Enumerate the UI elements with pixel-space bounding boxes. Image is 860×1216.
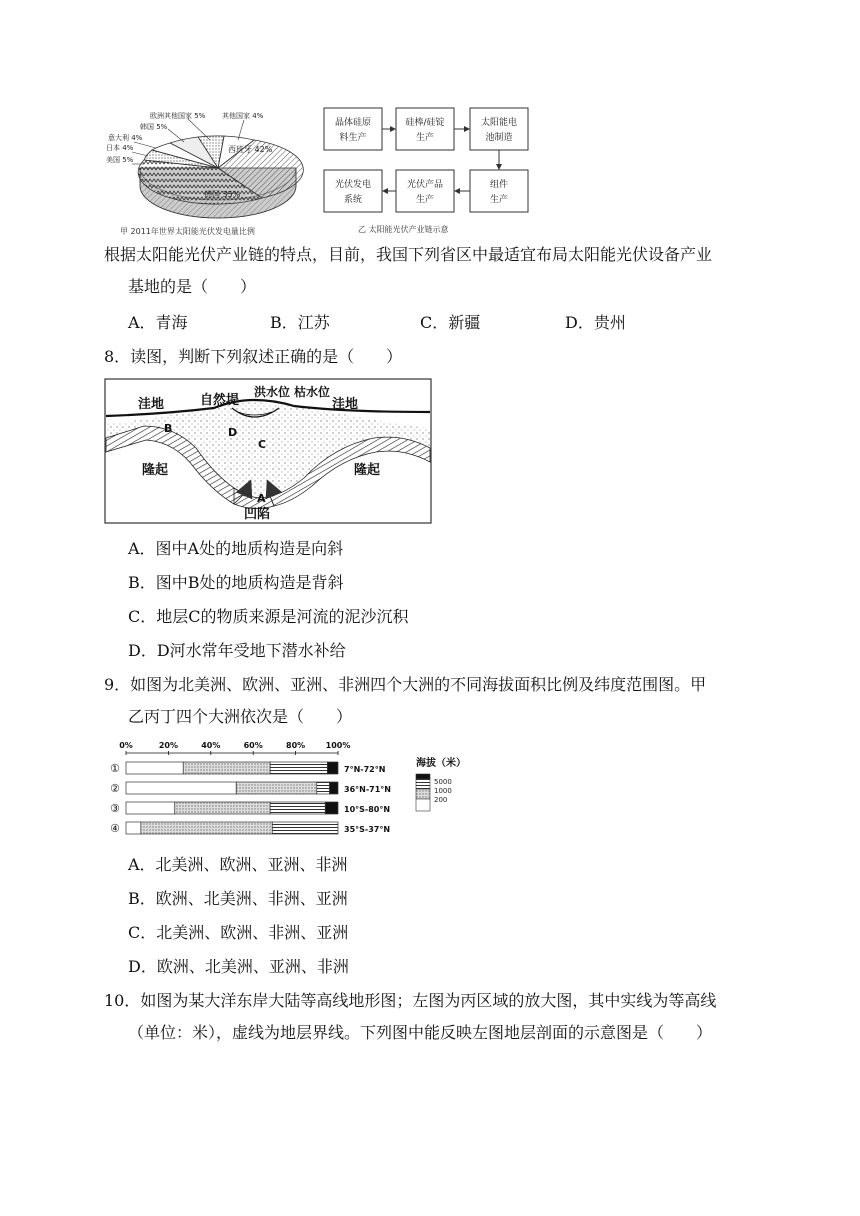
tick-label: 0% [119, 741, 133, 750]
row-latitude-range: 10°S-80°N [344, 805, 391, 814]
bar-segment [330, 782, 338, 794]
legend-5000: 5000 [434, 778, 452, 786]
q8-option-c[interactable]: C．地层C的物质来源是河流的泥沙沉积 [128, 607, 409, 626]
legend-title: 海拔（米） [416, 758, 466, 769]
bar-segment [272, 822, 338, 834]
tick-label: 80% [286, 741, 306, 750]
row-latitude-range: 35°S-37°N [344, 825, 391, 834]
row-id: ② [110, 782, 120, 795]
svg-text:生产: 生产 [415, 133, 435, 143]
label-dry: 枯水位 [294, 385, 331, 399]
svg-text:光伏发电: 光伏发电 [334, 180, 372, 190]
q8-stem: 8．读图，判断下列叙述正确的是（ ） [104, 347, 403, 366]
label-uplift-left: 隆起 [142, 463, 169, 478]
label-wadi-left: 洼地 [138, 397, 165, 412]
chain-box-5 [396, 170, 454, 212]
bar-segment [126, 782, 236, 794]
chain-box-3 [470, 108, 528, 150]
pie-label-japan: 日本 4% [106, 144, 134, 152]
geologic-section-figure [104, 378, 432, 524]
altitude-bar-figure [104, 736, 484, 842]
label-c: C [258, 438, 267, 451]
label-b: B [164, 422, 173, 435]
q9-stem-line2: 乙丙丁四个大洲依次是（ ） [128, 707, 353, 726]
svg-text:硅棒/硅锭: 硅棒/硅锭 [405, 118, 445, 128]
label-d: D [228, 426, 238, 439]
label-wadi-right: 洼地 [332, 397, 359, 412]
q10-stem-line1: 10．如图为某大洋东岸大陆等高线地形图；左图为丙区域的放大图，其中实线为等高线 [104, 991, 717, 1010]
q7-option-b[interactable]: B．江苏 [270, 313, 330, 332]
tick-label: 60% [243, 741, 263, 750]
label-depression: 凹陷 [244, 507, 271, 522]
label-levee: 自然堤 [200, 393, 240, 408]
legend-1000: 1000 [434, 787, 452, 795]
svg-text:池制造: 池制造 [485, 133, 513, 143]
tick-label: 20% [158, 741, 178, 750]
row-id: ③ [110, 802, 120, 815]
chain-box-4 [470, 170, 528, 212]
row-id: ① [110, 762, 120, 775]
bar-segment [270, 802, 325, 814]
bar-segment [183, 762, 270, 774]
label-a: A [257, 492, 266, 505]
q7-option-c[interactable]: C．新疆 [420, 313, 481, 332]
chain-caption: 乙 太阳能光伏产业链示意 [358, 225, 449, 234]
pie-label-other: 其他国家 4% [222, 112, 264, 120]
svg-text:太阳能电: 太阳能电 [480, 118, 518, 128]
q7-option-d[interactable]: D．贵州 [565, 313, 626, 332]
svg-text:组件: 组件 [489, 180, 509, 190]
q9-option-c[interactable]: C．北美洲、欧洲、非洲、亚洲 [128, 923, 349, 942]
pie-label-spain: 西班牙 42% [228, 145, 273, 154]
chain-box-2 [396, 108, 454, 150]
row-latitude-range: 36°N-71°N [344, 785, 391, 794]
bar-segment [327, 762, 338, 774]
industry-chain-figure [318, 100, 558, 240]
legend-200: 200 [434, 796, 448, 804]
pie-label-usa: 美国 5% [106, 156, 134, 164]
q10-stem-line2: （单位：米），虚线为地层界线。下列图中能反映左图地层剖面的示意图是（ ） [128, 1023, 713, 1042]
bar-segment [236, 782, 317, 794]
tick-label: 100% [325, 741, 351, 750]
q8-option-a[interactable]: A．图中A处的地质构造是向斜 [128, 539, 344, 558]
q9-stem-line1: 9．如图为北美洲、欧洲、亚洲、非洲四个大洲的不同海拔面积比例及纬度范围图。甲 [104, 675, 707, 694]
svg-text:生产: 生产 [489, 195, 509, 205]
bar-segment [325, 802, 338, 814]
svg-text:系统: 系统 [343, 195, 363, 205]
pie-caption: 甲 2011年世界太阳能光伏发电量比例 [120, 227, 255, 236]
svg-text:晶体硅原: 晶体硅原 [334, 118, 372, 128]
bar-segment [126, 762, 183, 774]
q9-option-a[interactable]: A．北美洲、欧洲、亚洲、非洲 [128, 855, 348, 874]
row-latitude-range: 7°N-72°N [344, 765, 386, 774]
bar-segment [141, 822, 272, 834]
bar-segment [270, 762, 327, 774]
tick-label: 40% [201, 741, 221, 750]
bar-segment [317, 782, 330, 794]
chain-box-6 [324, 170, 382, 212]
q8-option-b[interactable]: B．图中B处的地质构造是背斜 [128, 573, 344, 592]
pie-figure [104, 100, 314, 240]
chain-box-1 [324, 108, 382, 150]
bar-segment [175, 802, 270, 814]
bar-segment [126, 822, 141, 834]
q9-option-b[interactable]: B．欧洲、北美洲、非洲、亚洲 [128, 889, 348, 908]
svg-text:光伏产品: 光伏产品 [406, 180, 444, 190]
row-id: ④ [110, 822, 120, 835]
q7-stem-line2: 基地的是（ ） [128, 277, 257, 296]
label-flood: 洪水位 [254, 385, 291, 399]
label-uplift-right: 隆起 [354, 463, 381, 478]
q7-option-a[interactable]: A．青海 [128, 313, 188, 332]
svg-text:生产: 生产 [415, 195, 435, 205]
q7-stem-line1: 根据太阳能光伏产业链的特点，目前，我国下列省区中最适宜布局太阳能光伏设备产业 [104, 245, 713, 264]
pie-label-europe-other: 欧洲其他国家 5% [150, 112, 206, 120]
bar-segment [126, 802, 175, 814]
q8-option-d[interactable]: D．D河水常年受地下潜水补给 [128, 641, 346, 660]
pie-label-germany: 德国 35% [204, 190, 241, 199]
pie-label-italy: 意大利 4% [108, 134, 143, 142]
q9-option-d[interactable]: D．欧洲、北美洲、亚洲、非洲 [128, 957, 349, 976]
pie-label-korea: 韩国 5% [140, 123, 168, 131]
svg-text:料生产: 料生产 [339, 133, 367, 143]
